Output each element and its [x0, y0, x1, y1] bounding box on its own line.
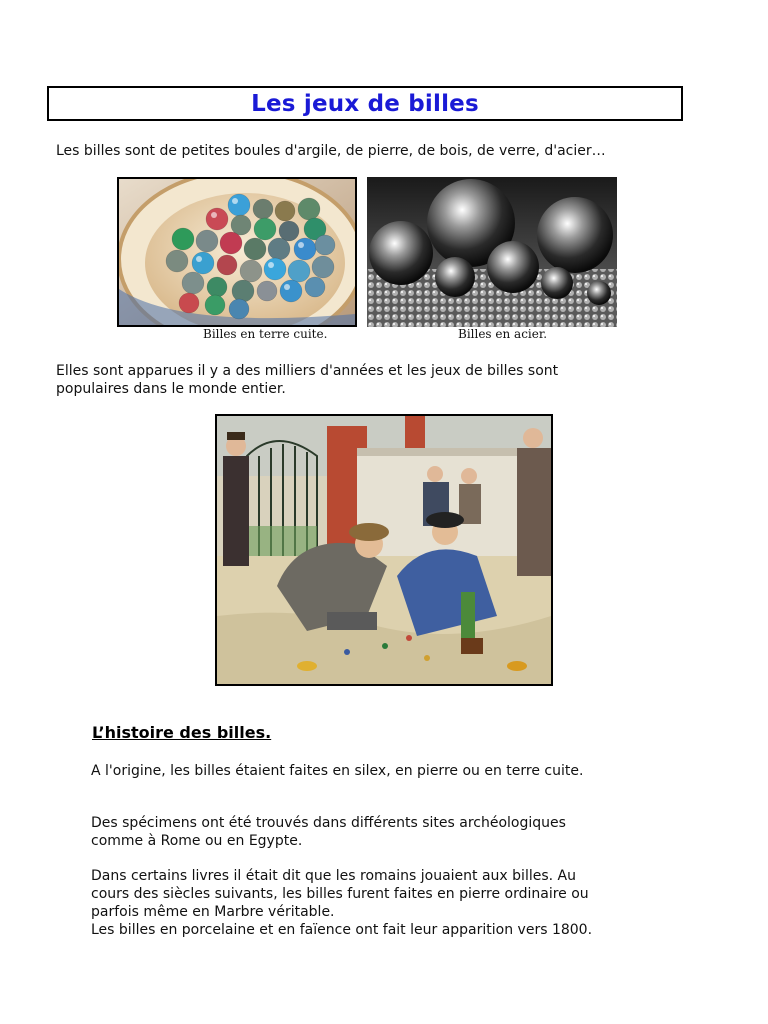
history-paragraph-2-line-2: comme à Rome ou en Egypte. — [91, 833, 303, 849]
spread-paragraph-line-1: Elles sont apparues il y a des milliers d'années et les jeux de billes sont — [56, 363, 559, 379]
page-title: Les jeux de billes — [251, 90, 479, 117]
history-paragraph-3-line-1: Dans certains livres il était dit que les romains jouaient aux billes. Au — [91, 868, 576, 884]
terracotta-caption: Billes en terre cuite. — [203, 327, 328, 341]
history-paragraph-3-line-3: parfois même en Marbre véritable. — [91, 904, 335, 920]
history-paragraph-1: A l'origine, les billes étaient faites en silex, en pierre ou en terre cuite. — [91, 763, 584, 779]
title-box — [47, 86, 683, 121]
history-paragraph-3-line-2: cours des siècles suivants, les billes furent faites en pierre ordinaire ou — [91, 886, 589, 902]
history-heading: L’histoire des billes. — [92, 723, 272, 742]
steel-marbles-photo — [367, 177, 617, 327]
steel-caption: Billes en acier. — [458, 327, 548, 341]
history-paragraph-3-line-4: Les billes en porcelaine et en faïence ont fait leur apparition vers 1800. — [91, 922, 593, 938]
spread-paragraph-line-2: populaires dans le monde entier. — [56, 381, 286, 397]
children-playing-marbles-illustration — [215, 414, 553, 686]
terracotta-marbles-photo — [117, 177, 357, 327]
history-paragraph-2-line-1: Des spécimens ont été trouvés dans différents sites archéologiques — [91, 815, 566, 831]
intro-paragraph: Les billes sont de petites boules d'argile, de pierre, de bois, de verre, d'acier… — [56, 143, 606, 159]
